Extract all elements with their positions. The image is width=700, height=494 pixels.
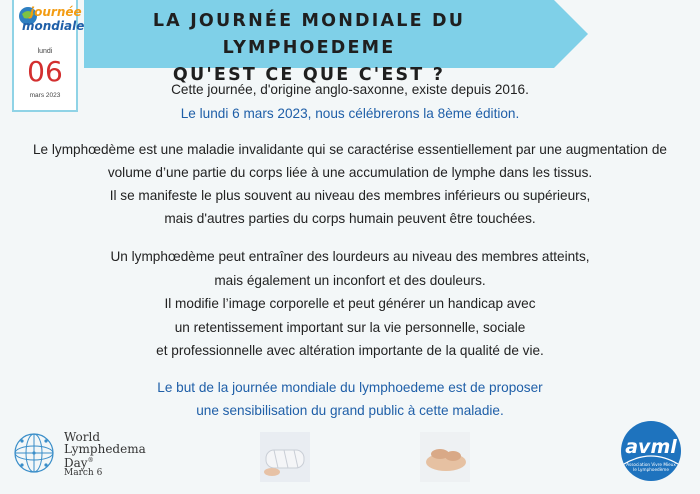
logo-line-2: mondiale [22,19,85,33]
wld-line-2: Lymphedema [64,442,146,456]
paragraph1-line: volume d’une partie du corps liée à une accumulation de lymphe dans les tissus. [107,165,593,180]
paragraph1-line: mais d'autres parties du corps humain peuvent être touchées. [164,211,536,226]
wld-title [64,431,146,469]
globe-icon [12,427,60,479]
bandage-photo [260,432,310,482]
massage-photo [420,432,470,482]
journee-mondiale-logo [18,2,85,47]
wld-registered: ® [87,457,94,464]
logo-line-1: journée [30,5,82,19]
calendar-day: 06 [27,55,63,88]
paragraph2-line: un retentissement important sur la vie personnelle, sociale [174,320,526,335]
wld-date: March 6 [64,468,103,478]
wld-line-1: World [64,430,100,444]
paragraph1-line: Il se manifeste le plus souvent au niveau des membres inférieurs ou supérieurs, [109,188,591,203]
intro-line-1: Cette journée, d'origine anglo-saxonne, existe depuis 2016. [171,82,529,97]
title-line-2: QU'EST CE QUE C'EST ? [172,65,446,85]
goal-line-2: une sensibilisation du grand public à cette maladie. [196,403,504,418]
calendar-month: mars 2023 [29,92,61,99]
avml-subtitle-1: Association Vivre Mieux [626,462,676,467]
avml-name: avml [625,436,677,458]
paragraph2-line: Un lymphœdème peut entraîner des lourdeurs au niveau des membres atteints, [110,249,590,264]
avml-logo [616,420,686,482]
page-title [84,8,534,89]
paragraph2-line: mais également un inconfort et des douleurs. [214,273,486,288]
paragraph2-line: Il modifie l’image corporelle et peut générer un handicap avec [164,296,536,311]
title-line-1: LA JOURNÉE MONDIALE DU LYMPHOEDEME [152,11,466,58]
paragraph1-line: Le lymphœdème est une maladie invalidante qui se caractérise essentiellement par une augmentation de [33,142,667,157]
world-lymphedema-day-logo [12,427,162,485]
paragraph2-line: et professionnelle avec altération importante de la qualité de vie. [156,343,544,358]
wld-line-3: Day [64,456,88,470]
avml-subtitle-2: le Lymphoedème [633,467,669,472]
calendar-weekday: lundi [37,48,53,55]
goal-line-1: Le but de la journée mondiale du lymphoedeme est de proposer [157,380,543,395]
intro-line-2: Le lundi 6 mars 2023, nous célébrerons la 8ème édition. [180,106,520,121]
